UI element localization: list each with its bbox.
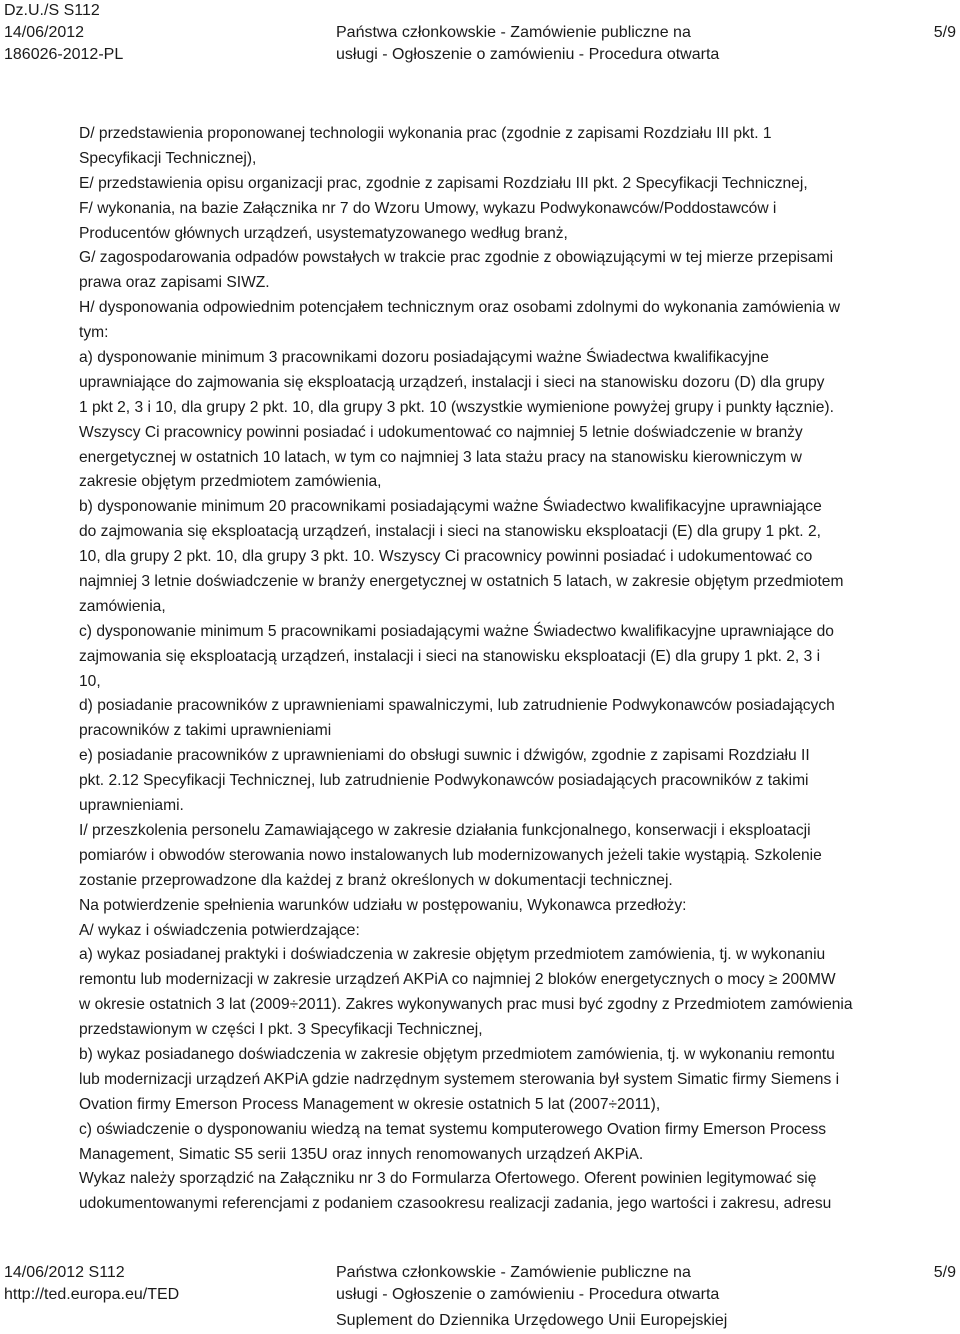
body-line: a) wykaz posiadanej praktyki i doświadczenia w zakresie objętym przedmiotem zamówienia, tj. w wykonaniu xyxy=(79,946,826,964)
body-line: e) posiadanie pracowników z uprawnieniami do obsługi suwnic i dźwigów, zgodnie z zapisami Rozdziału II xyxy=(79,747,810,765)
body-line: uprawniające do zajmowania się eksploatacją urządzeń, instalacji i sieci na stanowisku dozoru (D) dla grupy xyxy=(79,373,825,391)
body-line: 10, dla grupy 2 pkt. 10, dla grupy 3 pkt. 10. Wszyscy Ci pracownicy powinni posiadać i udokumentować co xyxy=(79,548,813,566)
body-line: prawa oraz zapisami SIWZ. xyxy=(79,274,270,292)
body-line: b) dysponowanie minimum 20 pracownikami posiadającymi ważne Świadectwo kwalifikacyjne uprawniające xyxy=(79,498,822,516)
body-line: zamówienia, xyxy=(79,597,166,615)
header-notice-id: 186026-2012-PL xyxy=(4,46,124,63)
body-line: zajmowania się eksploatacją urządzeń, instalacji i sieci na stanowisku eksploatacji (E) dla grupy 1 pkt. 2, 3 i xyxy=(79,647,821,665)
body-line: A/ wykaz i oświadczenia potwierdzające: xyxy=(79,921,360,939)
body-line: Wszyscy Ci pracownicy powinni posiadać i udokumentować co najmniej 5 letnie doświadczenie w branży xyxy=(79,423,803,441)
document-body xyxy=(79,122,959,1217)
body-line: Specyfikacji Technicznej), xyxy=(79,149,257,167)
body-line: D/ przedstawienia proponowanej technologii wykonania prac (zgodnie z zapisami Rozdziału III pkt. 1 xyxy=(79,125,772,142)
body-line: uprawnieniami. xyxy=(79,797,184,815)
body-line: najmniej 3 letnie doświadczenie w branży energetycznej w ostatnich 5 latach, w zakresie objętym przedmiotem xyxy=(79,573,844,591)
body-line: przedstawionym w części I pkt. 3 Specyfikacji Technicznej, xyxy=(79,1021,483,1039)
body-line: Producentów głównych urządzeń, usystematyzowanego według branż, xyxy=(79,224,568,242)
footer-title-line1: Państwa członkowskie - Zamówienie publiczne na xyxy=(336,1264,691,1281)
body-line: F/ wykonania, na bazie Załącznika nr 7 do Wzoru Umowy, wykazu Podwykonawców/Poddostawców i xyxy=(79,199,777,217)
body-line: E/ przedstawienia opisu organizacji prac, zgodnie z zapisami Rozdziału III pkt. 2 Specyfikacji Technicznej, xyxy=(79,174,808,192)
body-line: do zajmowania się eksploatacją urządzeń, instalacji i sieci na stanowisku eksploatacji (E) dla grupy 1 pkt. 2, xyxy=(79,523,821,541)
header-doc-ref: Dz.U./S S112 xyxy=(4,2,100,19)
footer-title-line2: usługi - Ogłoszenie o zamówieniu - Procedura otwarta xyxy=(336,1286,720,1303)
body-line: energetycznej w ostatnich 10 latach, w tym co najmniej 3 lata stażu pracy na stanowisku kierowniczym w xyxy=(79,448,802,466)
body-line: zakresie objętym przedmiotem zamówienia, xyxy=(79,473,382,491)
body-line: G/ zagospodarowania odpadów powstałych w trakcie prac zgodnie z obowiązującymi w tej mierze przepisami xyxy=(79,249,834,267)
header-title-line1: Państwa członkowskie - Zamówienie publiczne na xyxy=(336,24,691,41)
body-line: udokumentowanymi referencjami z podaniem czasookresu realizacji zadania, jego wartości i zakresu, adresu xyxy=(79,1195,832,1213)
body-line: I/ przeszkolenia personelu Zamawiającego w zakresie działania funkcjonalnego, konserwacji i eksploatacji xyxy=(79,821,811,839)
body-line: pracowników z takimi uprawnieniami xyxy=(79,722,332,740)
body-line: zostanie przeprowadzone dla każdej z branż określonych w dokumentacji technicznej. xyxy=(79,871,673,889)
body-line: c) oświadczenie o dysponowaniu wiedzą na temat systemu komputerowego Ovation firmy Emerson Process xyxy=(79,1120,827,1138)
body-line: Management, Simatic S5 serii 135U oraz innych renomowanych urządzeń AKPiA. xyxy=(79,1145,644,1163)
header-title-line2: usługi - Ogłoszenie o zamówieniu - Procedura otwarta xyxy=(336,46,720,63)
footer-url[interactable]: http://ted.europa.eu/TED xyxy=(4,1286,180,1303)
body-line: H/ dysponowania odpowiednim potencjałem technicznym oraz osobami zdolnymi do wykonania zamówienia w xyxy=(79,299,841,317)
body-line: pkt. 2.12 Specyfikacji Technicznej, lub zatrudnienie Podwykonawców posiadających pracowników z takimi xyxy=(79,772,809,790)
body-line: tym: xyxy=(79,324,109,342)
body-line: w okresie ostatnich 3 lat (2009÷2011). Zakres wykonywanych prac musi być zgodny z Przedmiotem zamówienia xyxy=(79,996,853,1014)
body-line: 1 pkt 2, 3 i 10, dla grupy 2 pkt. 10, dla grupy 3 pkt. 10 (wszystkie wymienione powyżej grupy i punkty łącznie). xyxy=(79,398,834,416)
body-line: Na potwierdzenie spełnienia warunków udziału w postępowaniu, Wykonawca przedłoży: xyxy=(79,896,687,914)
footer-title-line3: Suplement do Dziennika Urzędowego Unii Europejskiej xyxy=(336,1312,728,1329)
footer-page-number: 5/9 xyxy=(933,1264,956,1281)
body-line: 10, xyxy=(79,672,101,690)
body-line: a) dysponowanie minimum 3 pracownikami dozoru posiadającymi ważne Świadectwa kwalifikacyjne xyxy=(79,349,769,367)
body-line: lub modernizacji urządzeń AKPiA gdzie nadrzędnym systemem sterowania był system Simatic firmy Siemens i xyxy=(79,1070,840,1088)
body-line: remontu lub modernizacji w zakresie urządzeń AKPiA co najmniej 2 bloków energetycznych o mocy ≥ 200MW xyxy=(79,971,836,989)
body-line: pomiarów i obwodów sterowania nowo instalowanych lub modernizowanych jeżeli takie wystąpią. Szkolenie xyxy=(79,846,822,864)
footer-date-issue: 14/06/2012 S112 xyxy=(4,1264,125,1281)
body-line: b) wykaz posiadanego doświadczenia w zakresie objętym przedmiotem zamówienia, tj. w wykonaniu remontu xyxy=(79,1045,835,1063)
body-line: Wykaz należy sporządzić na Załączniku nr 3 do Formularza Ofertowego. Oferent powinien legitymować się xyxy=(79,1170,817,1188)
header-page-number: 5/9 xyxy=(933,24,956,41)
body-line: Ovation firmy Emerson Process Management w okresie ostatnich 5 lat (2007÷2011), xyxy=(79,1095,661,1113)
body-line: c) dysponowanie minimum 5 pracownikami posiadającymi ważne Świadectwo kwalifikacyjne uprawniające do xyxy=(79,622,834,640)
body-line: d) posiadanie pracowników z uprawnieniami spawalniczymi, lub zatrudnienie Podwykonawców posiadających xyxy=(79,697,835,715)
header-date: 14/06/2012 xyxy=(4,24,85,41)
